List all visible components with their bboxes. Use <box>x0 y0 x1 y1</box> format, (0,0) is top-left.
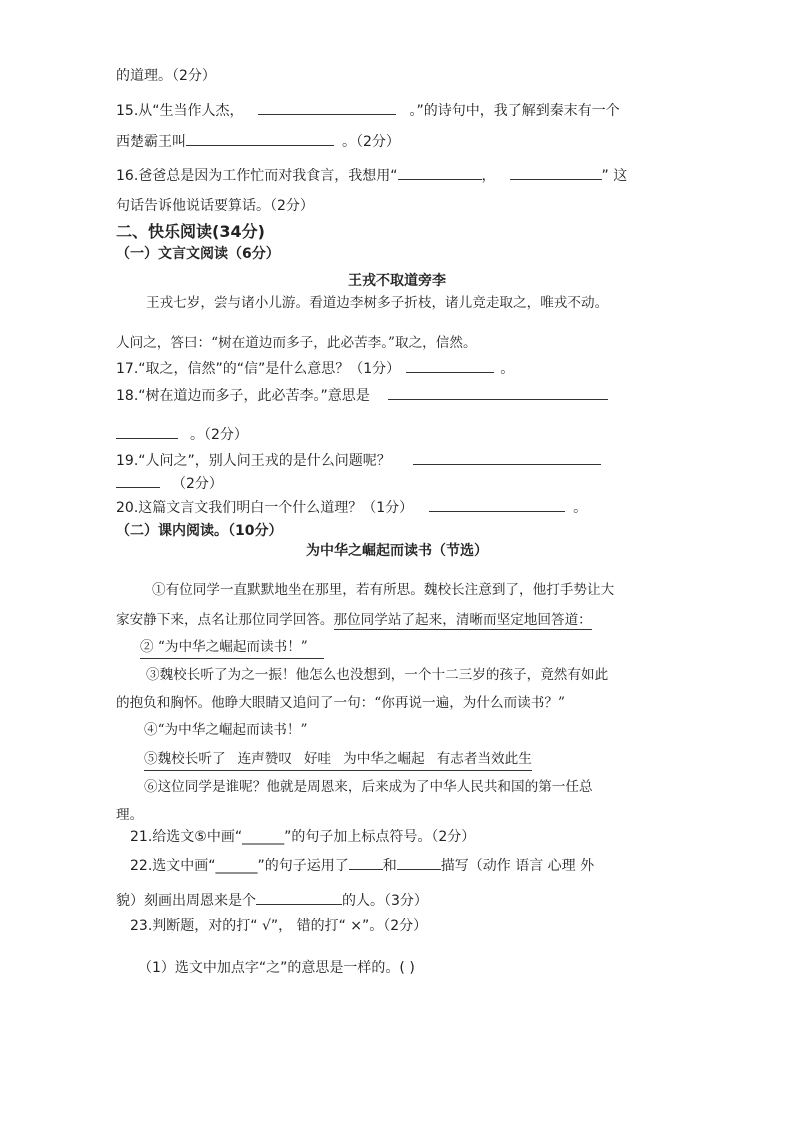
passage-line: ③魏校长听了为之一振！他怎么也没想到，一个十二三岁的孩子，竟然有如此 <box>146 667 609 683</box>
underlined-sentence: ② “为中华之崛起而读书！” <box>140 637 324 659</box>
question-text: 描写（动作 语言 心理 外 <box>440 858 595 874</box>
question-21: 21.给选文⑤中画“______”的句子加上标点符号。（2分） <box>130 829 476 845</box>
question-22-line1 <box>130 855 594 876</box>
text-line: 句话告诉他说话要算话。（2分） <box>116 198 314 214</box>
question-23-item-1: （1）选文中加点字“之”的意思是一样的。( ) <box>138 960 415 976</box>
passage-line: ⑥这位同学是谁呢？他就是周恩来，后来成为了中华人民共和国的第一任总 <box>144 779 593 795</box>
answer-blank[interactable] <box>388 385 608 400</box>
passage-line: 王戎七岁，尝与诸小儿游。看道边李树多子折枝，诸儿竞走取之，唯戎不动。 <box>146 295 609 311</box>
answer-blank[interactable] <box>398 165 482 180</box>
question-22-line2 <box>116 890 428 911</box>
question-text: 和 <box>382 858 397 874</box>
question-text: ” 这 <box>601 168 628 184</box>
underlined-sentence: 那位同学站了起来，清晰而坚定地回答道： <box>333 612 592 628</box>
answer-blank[interactable] <box>256 890 342 905</box>
passage-line <box>116 610 592 630</box>
text-line: 的道理。（2分） <box>116 68 216 84</box>
answer-blank[interactable] <box>116 424 178 439</box>
question-text: 。 <box>573 500 588 516</box>
passage-line: ④“为中华之崛起而读书！” <box>144 722 308 738</box>
question-text: 。（2分） <box>190 427 248 443</box>
section-heading: 二、快乐阅读(34分) <box>116 222 265 241</box>
question-19-line2 <box>116 473 223 494</box>
answer-blank[interactable] <box>413 450 601 465</box>
question-text: 的人。（3分） <box>342 893 428 909</box>
question-text: 18.“树在道边而多子，此必苦李。”意思是 <box>116 388 370 404</box>
passage-title: 为中华之崛起而读书（节选） <box>306 543 488 559</box>
question-text: 22.选文中画“______”的句子运用了 <box>130 858 349 874</box>
passage-text: 有志者当效此生 <box>436 751 532 767</box>
question-text: 西楚霸王叫 <box>116 134 186 150</box>
answer-blank[interactable] <box>186 131 334 146</box>
passage-title: 王戎不取道旁李 <box>348 273 446 289</box>
passage-text: 家安静下来，点名让那位同学回答。 <box>116 612 334 628</box>
question-text: 。”的诗句中，我了解到秦末有一个 <box>409 103 620 119</box>
question-19-line1 <box>116 450 601 471</box>
answer-blank[interactable] <box>397 855 441 870</box>
question-15-line1 <box>116 100 620 121</box>
question-text: 貌）刻画出周恩来是个 <box>116 893 256 909</box>
question-text: 。 <box>500 361 515 377</box>
passage-line: 理。 <box>116 807 144 823</box>
question-17 <box>116 358 514 379</box>
answer-blank[interactable] <box>406 358 494 373</box>
underlined-sentence-5 <box>144 749 532 771</box>
subsection-heading: （二）课内阅读。（10分） <box>116 523 283 539</box>
answer-blank[interactable] <box>349 855 383 870</box>
answer-blank[interactable] <box>510 165 602 180</box>
passage-line: 的抱负和胸怀。他睁大眼睛又追问了一句：“你再说一遍，为什么而读书？” <box>116 695 565 711</box>
answer-blank[interactable] <box>258 100 396 115</box>
question-text: ， <box>481 168 496 184</box>
question-text: 16.爸爸总是因为工作忙而对我食言，我想用“ <box>116 168 398 184</box>
question-23: 23.判断题，对的打“ √”， 错的打“ ×”。（2分） <box>130 918 428 934</box>
question-text: 。（2分） <box>342 134 400 150</box>
passage-text: ⑤魏校长听了 <box>144 751 226 767</box>
question-text: 15.从“生当作人杰， <box>116 103 244 119</box>
question-18-line2 <box>116 424 248 445</box>
question-text: 19.“人问之”，别人问王戎的是什么问题呢？ <box>116 453 391 469</box>
passage-line: 人问之，答曰：“树在道边而多子，此必苦李。”取之，信然。 <box>116 335 477 351</box>
answer-blank[interactable] <box>116 473 160 488</box>
passage-text: 连声赞叹 <box>237 751 292 767</box>
question-20 <box>116 497 587 518</box>
question-16-line1 <box>116 165 627 186</box>
passage-text: 为中华之崛起 <box>343 751 425 767</box>
question-text: 20.这篇文言文我们明白一个什么道理？（1分） <box>116 500 414 516</box>
question-text: （2分） <box>172 476 223 492</box>
question-15-line2 <box>116 131 400 152</box>
answer-blank[interactable] <box>429 497 565 512</box>
question-text: 17.“取之，信然”的“信”是什么意思？（1分） <box>116 361 401 377</box>
subsection-heading: （一）文言文阅读（6分） <box>116 246 280 262</box>
passage-text: 好哇 <box>303 751 332 767</box>
question-18-line1 <box>116 385 608 406</box>
passage-line: ①有位同学一直默默地坐在那里，若有所思。魏校长注意到了，他打手势让大 <box>152 582 615 598</box>
